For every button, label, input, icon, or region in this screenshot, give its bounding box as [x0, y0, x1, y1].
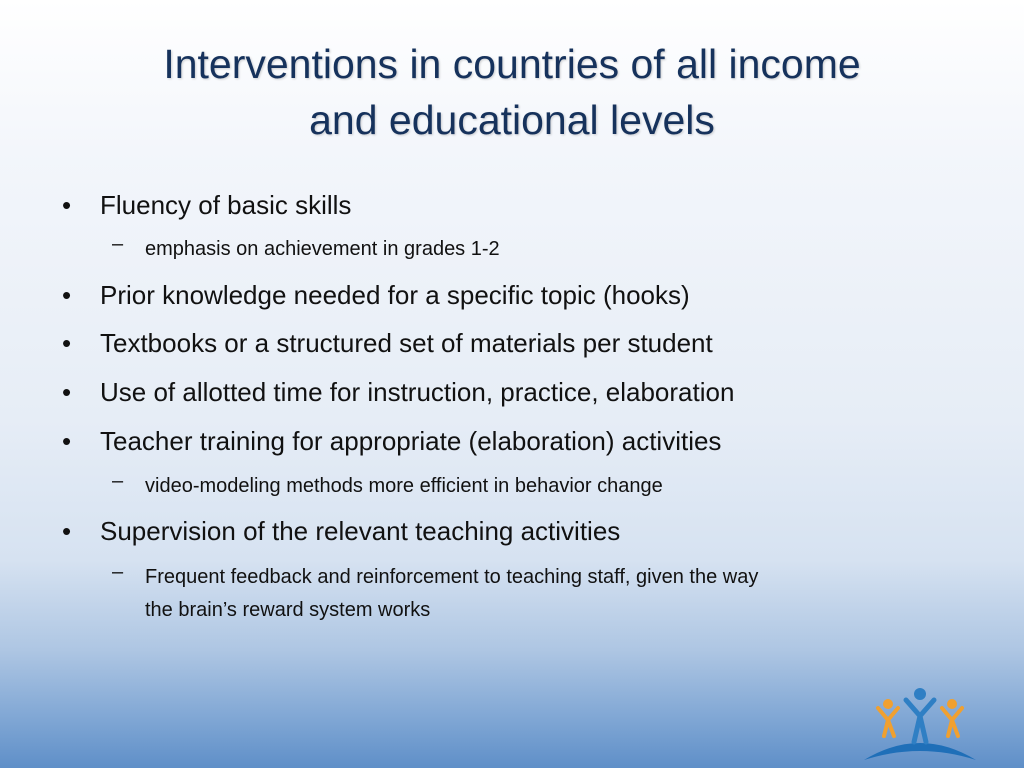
- bullet-marker: •: [62, 426, 72, 456]
- logo-figure-left-head: [883, 699, 893, 709]
- bullet-marker: •: [62, 280, 72, 310]
- sub-text: emphasis on achievement in grades 1-2: [145, 238, 500, 260]
- bullet-text: Fluency of basic skills: [100, 190, 352, 220]
- slide-title-line-1: Interventions in countries of all income: [163, 41, 861, 87]
- bullet-text: Use of allotted time for instruction, practice, elaboration: [100, 377, 735, 407]
- bullet-text: Supervision of the relevant teaching activities: [100, 516, 621, 546]
- sub-marker: –: [112, 470, 124, 492]
- sub-text: Frequent feedback and reinforcement to teaching staff, given the way: [145, 566, 759, 588]
- bullet-marker: •: [62, 328, 72, 358]
- logo-figure-center-head: [914, 688, 926, 700]
- bullet-text: Prior knowledge needed for a specific topic (hooks): [100, 280, 690, 310]
- three-figures-logo-icon: [860, 686, 980, 766]
- sub-marker: –: [112, 233, 124, 255]
- bullet-text: Teacher training for appropriate (elaboration) activities: [100, 426, 722, 456]
- logo-figure-right-body: [942, 708, 962, 736]
- logo-figure-right-head: [947, 699, 957, 709]
- slide-title-line-2: and educational levels: [309, 97, 715, 143]
- bullet-marker: •: [62, 190, 72, 220]
- logo-figure-left-body: [878, 708, 898, 736]
- sub-text-continuation: the brain’s reward system works: [145, 599, 431, 621]
- sub-text: video-modeling methods more efficient in behavior change: [145, 475, 663, 497]
- logo-figure-center-body: [906, 700, 934, 742]
- bullet-marker: •: [62, 516, 72, 546]
- bullet-marker: •: [62, 377, 72, 407]
- logo-arc: [864, 743, 976, 760]
- bullet-text: Textbooks or a structured set of materials per student: [100, 328, 713, 358]
- sub-marker: –: [112, 561, 124, 583]
